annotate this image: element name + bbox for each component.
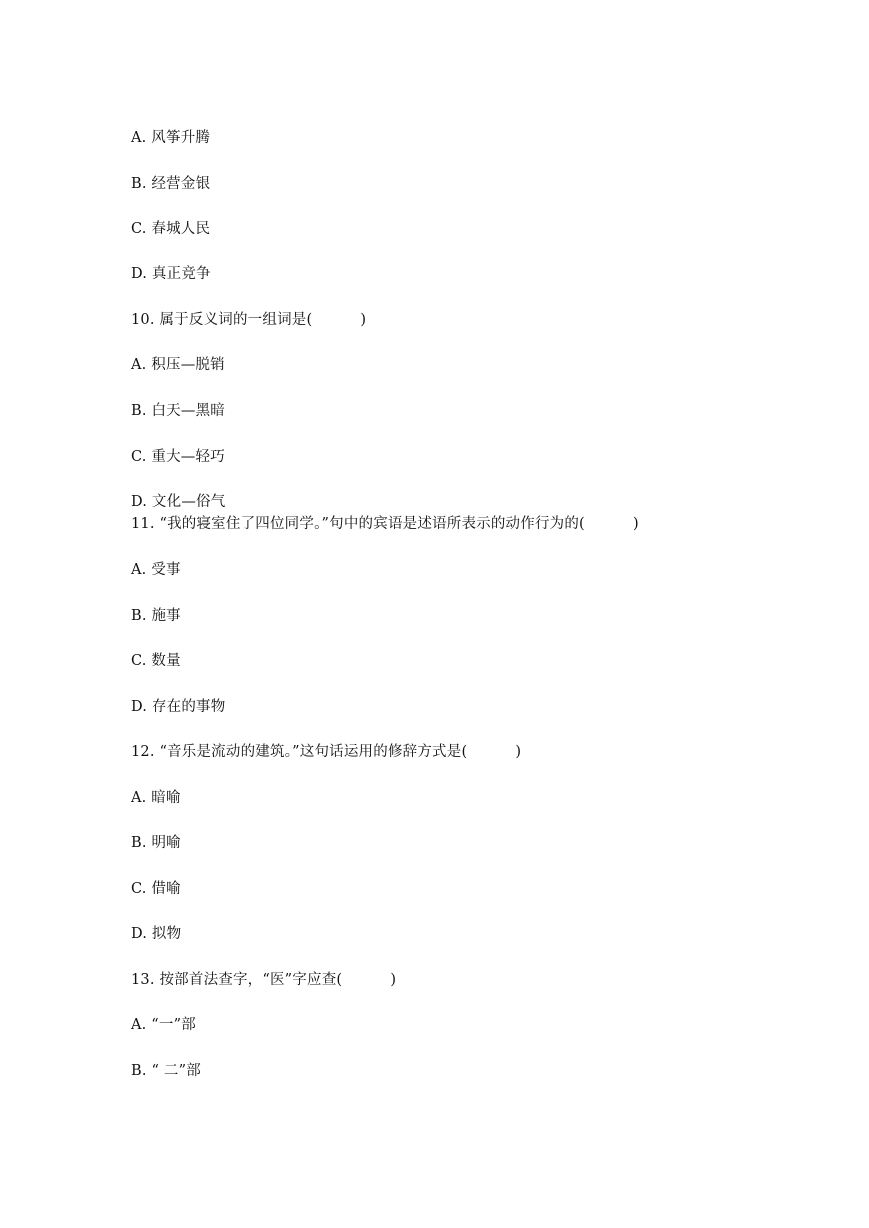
q10-option-d: D. 文化—俗气 [131, 494, 226, 510]
q11-option-d: D. 存在的事物 [131, 699, 226, 715]
q13-option-a: A. “一”部 [131, 1017, 196, 1033]
question-10: 10. 属于反义词的一组词是( ) [131, 312, 367, 328]
q12-option-b: B. 明喻 [131, 835, 181, 851]
q9-option-d: D. 真正竞争 [131, 266, 211, 282]
q9-option-a: A. 风筝升腾 [131, 130, 211, 146]
q11-option-a: A. 受事 [131, 562, 181, 578]
question-11: 11. “我的寝室住了四位同学。”句中的宾语是述语所表示的动作行为的( ) [131, 516, 639, 532]
question-13: 13. 按部首法查字，“医”字应查( ) [131, 972, 397, 988]
q10-option-a: A. 积压—脱销 [131, 357, 225, 373]
q12-option-d: D. 拟物 [131, 926, 182, 942]
q12-option-c: C. 借喻 [131, 881, 181, 897]
q11-option-b: B. 施事 [131, 608, 181, 624]
q9-option-c: C. 春城人民 [131, 221, 211, 237]
q13-option-b: B. “ 二”部 [131, 1063, 201, 1079]
q12-option-a: A. 暗喻 [131, 790, 181, 806]
q10-option-c: C. 重大—轻巧 [131, 449, 225, 465]
question-12: 12. “音乐是流动的建筑。”这句话运用的修辞方式是( ) [131, 744, 522, 760]
q11-option-c: C. 数量 [131, 653, 181, 669]
q9-option-b: B. 经营金银 [131, 176, 211, 192]
q10-option-b: B. 白天—黑暗 [131, 403, 225, 419]
